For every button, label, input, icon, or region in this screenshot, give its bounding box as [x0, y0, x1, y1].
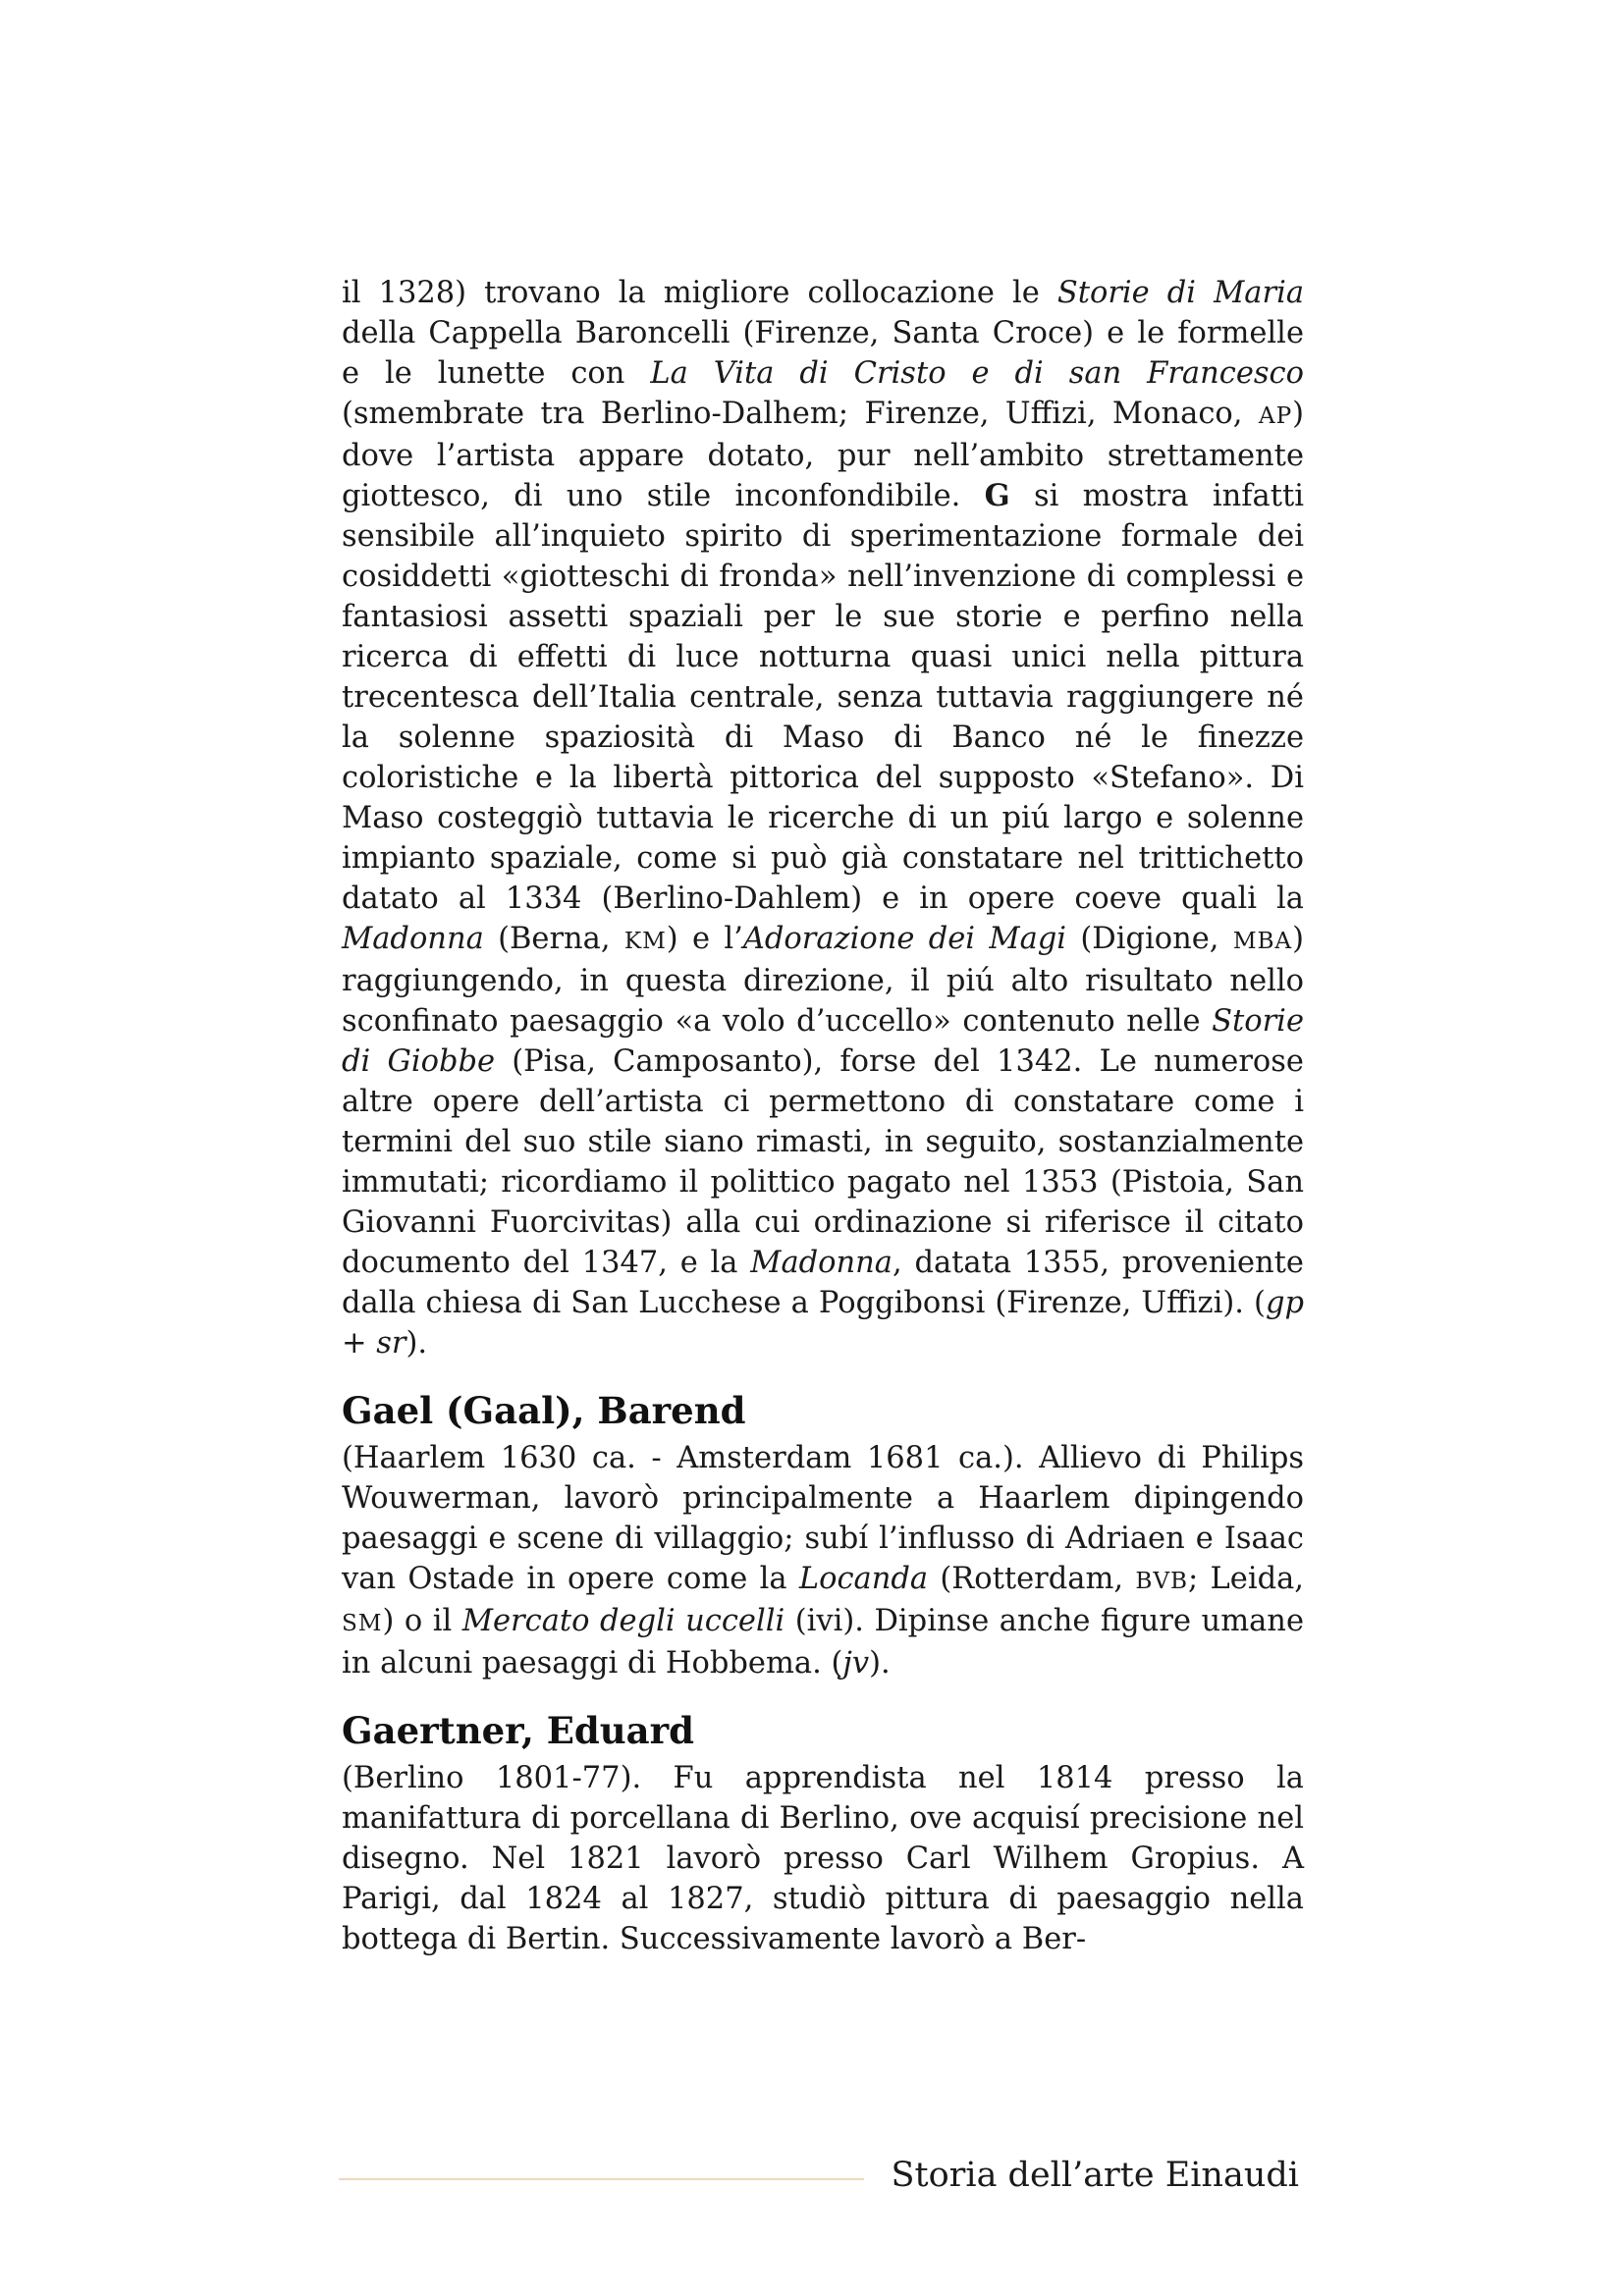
text-run: (Pisa, Camposanto), forse del 1342. Le numerose altre opere dell’artista ci permettono di constatare come i termini del suo stile siano rimasti, in seguito, sostanzialmente immutati; ricordiamo il polittico pagato nel 1353 (Pistoia, San Giovanni Fuorcivitas) alla cui ordinazione si riferisce il citato documento del 1347, e la	[342, 1044, 1304, 1280]
text-run: ; Leida,	[1187, 1562, 1304, 1596]
artwork-title: Madonna	[750, 1246, 893, 1280]
text-run: della Cappella Baroncelli (Firenze, Santa Croce) e le formelle e le lunette con	[342, 316, 1304, 391]
text-run: (ivi). Dipinse anche figure umane in alcuni paesaggi di Hobbema. (	[342, 1604, 1304, 1681]
text-run: ).	[406, 1326, 428, 1361]
author-initials: gp + sr	[342, 1286, 1304, 1361]
text-run: , datata 1355, proveniente dalla chiesa di San Lucchese a Poggibonsi (Firenze, Uffizi). (	[342, 1246, 1304, 1320]
text-run: ) e l’	[666, 922, 743, 956]
artwork-title: Storie di Giobbe	[342, 1004, 1304, 1079]
text-run: (Digione,	[1066, 922, 1233, 956]
text-run: ).	[869, 1646, 891, 1681]
text-run: (Haarlem 1630 ca. - Amsterdam 1681 ca.). Allievo di Philips Wouwerman, lavorò principalmente a Haarlem dipingendo paesaggi e scene di villaggio; subí l’influsso di Adriaen e Isaac van Ostade in opere come la	[342, 1441, 1304, 1596]
text-run: (Berlino 1801-77). Fu apprendista nel 1814 presso la manifattura di porcellana di Berlino, ove acquisí precisione nel disegno. Nel 1821 lavorò presso Carl Wilhem Gropius. A Parigi, dal 1824 al 1827, studiò pittura di paesaggio nella bottega di Bertin. Successivamente lavorò a Ber-	[342, 1761, 1304, 1956]
artwork-title: Storie di Maria	[1056, 276, 1305, 310]
museum-abbreviation: KM	[623, 928, 667, 954]
text-run: ) raggiungendo, in questa direzione, il piú alto risultato nello sconfinato paesaggio «a volo d’uccello» contenuto nelle	[342, 922, 1305, 1039]
artwork-title: La Vita di Cristo e di san Francesco	[650, 356, 1304, 391]
article-body	[342, 273, 1304, 1959]
text-run: (Berna,	[483, 922, 624, 956]
text-run: (Rotterdam,	[928, 1562, 1136, 1596]
text-run: ) o il	[382, 1604, 462, 1638]
museum-abbreviation: BVB	[1135, 1568, 1188, 1594]
museum-abbreviation: MBA	[1232, 928, 1293, 954]
text-run: il 1328) trovano la migliore collocazione le	[342, 276, 1057, 310]
artwork-title: Madonna	[342, 922, 484, 956]
artwork-title: Locanda	[798, 1562, 929, 1596]
paragraph-continued-entry	[342, 273, 1304, 1363]
artist-initial: G	[984, 478, 1010, 513]
text-run: ) dove l’artista appare dotato, pur nell’ambito strettamente giottesco, di uno stile inconfondibile.	[342, 397, 1304, 513]
artwork-title: Mercato degli uccelli	[461, 1604, 785, 1638]
author-initials: jv	[842, 1646, 870, 1681]
artwork-title: Adorazione dei Magi	[742, 922, 1067, 956]
paragraph-entry-gael	[342, 1438, 1304, 1683]
entry-heading-gaertner: Gaertner, Eduard	[342, 1709, 695, 1752]
museum-abbreviation: SM	[342, 1610, 383, 1636]
text-run: si mostra infatti sensibile all’inquieto spirito di sperimentazione formale dei cosiddetti «giotteschi di fronda» nell’invenzione di complessi e fantasiosi assetti spaziali per le sue storie e perfino nella ricerca di effetti di luce notturna quasi unici nella pittura trecentesca dell’Italia centrale, senza tuttavia raggiungere né la solenne spaziosità di Maso di Banco né le finezze coloristiche e la libertà pittorica del supposto «Stefano». Di Maso costeggiò tuttavia le ricerche di un piú largo e solenne impianto spaziale, come si può già constatare nel trittichetto datato al 1334 (Berlino-Dahlem) e in opere coeve quali la	[342, 479, 1304, 916]
footer-rule	[339, 2178, 864, 2180]
paragraph-entry-gaertner	[342, 1758, 1304, 1959]
museum-abbreviation: AP	[1258, 402, 1293, 429]
footer-publication-title: Storia dell’arte Einaudi	[891, 2156, 1299, 2195]
text-run: (smembrate tra Berlino-Dalhem; Firenze, Uffizi, Monaco,	[342, 397, 1259, 431]
entry-heading-gael: Gael (Gaal), Barend	[342, 1389, 746, 1432]
